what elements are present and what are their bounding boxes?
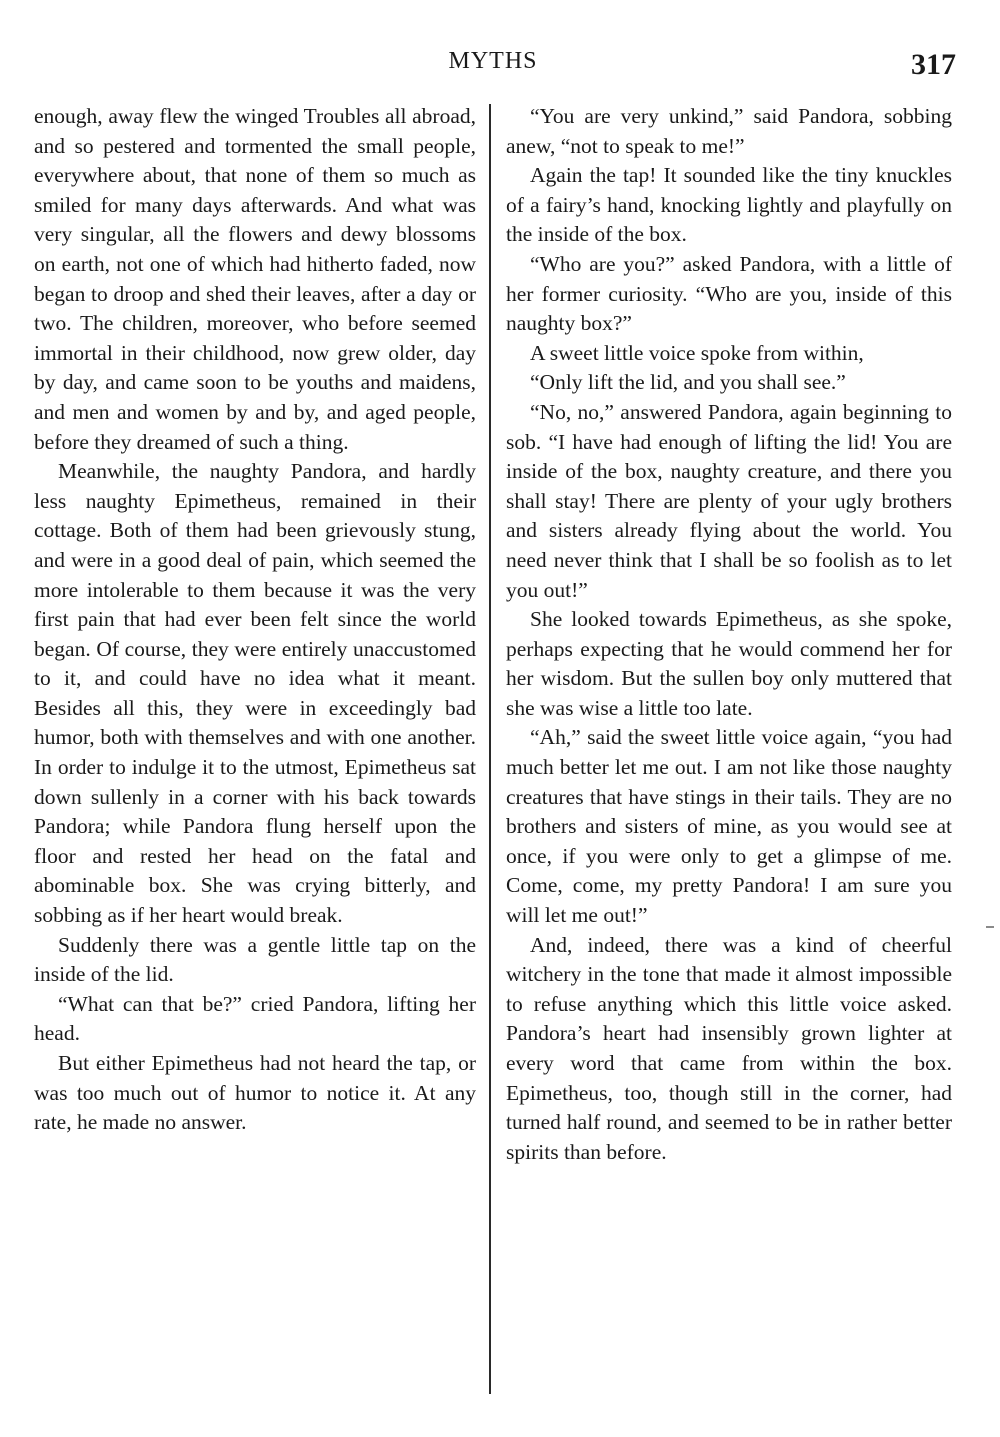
margin-mark: [986, 926, 994, 928]
page-number: 317: [911, 48, 956, 81]
paragraph: “You are very unkind,” said Pandora, sobbing anew, “not to speak to me!”: [506, 104, 952, 158]
paragraph: “Ah,” said the sweet little voice again, “you had much better let me out. I am not like those naughty creatures that have stings in their tails. They are no brothers and sisters of mine, as you would see at once, if you were only to get a glimpse of me. Come, come, my pretty Pandora! I am sure you will let me out!”: [506, 725, 952, 928]
paragraph: Suddenly there was a gentle little tap on the inside of the lid.: [34, 932, 476, 987]
left-column: [34, 102, 476, 1138]
paragraph: “Only lift the lid, and you shall see.”: [530, 370, 846, 395]
column-divider: [489, 104, 491, 1394]
paragraph: Again the tap! It sounded like the tiny knuckles of a fairy’s hand, knocking lightly and playfully on the inside of the box.: [506, 163, 952, 247]
right-column: [506, 102, 952, 1167]
paragraph: But either Epimetheus had not heard the tap, or was too much out of humor to notice it. At any rate, he made no answer.: [34, 1051, 476, 1135]
paragraph: A sweet little voice spoke from within,: [530, 340, 864, 365]
paragraph: enough, away flew the winged Troubles all abroad, and so pestered and tormented the small people, everywhere about, that none of them so much as smiled for many days afterwards. And what was very singular, all the flowers and dewy blossoms on earth, not one of which had hitherto faded, now began to droop and shed their leaves, after a day or two. The children, moreover, who before seemed immortal in their childhood, now grew older, day by day, and came soon to be youths and maidens, and men and women by and by, and aged people, before they dreamed of such a thing.: [34, 104, 476, 454]
running-head: [0, 44, 1000, 84]
paragraph: “No, no,” answered Pandora, again beginning to sob. “I have had enough of lifting the lid! You are inside of the box, naughty creature, and there you shall stay! There are plenty of your ugly brothers and sisters already flying about the world. You need never think that I shall be so foolish as to let you out!”: [506, 399, 952, 602]
paragraph: “Who are you?” asked Pandora, with a little of her former curiosity. “Who are you, inside of this naughty box?”: [506, 251, 952, 336]
paragraph: She looked towards Epimetheus, as she spoke, perhaps expecting that he would commend her for her wisdom. But the sullen boy only muttered that she was wise a little too late.: [506, 607, 952, 720]
paragraph: And, indeed, there was a kind of cheerful witchery in the tone that made it almost impossible to refuse anything which this little voice asked. Pandora’s heart had insensibly grown lighter at every word that came from within the box. Epimetheus, too, though still in the corner, had turned half round, and seemed to be in rather better spirits than before.: [506, 932, 952, 1164]
page-title: MYTHS: [448, 48, 538, 74]
paragraph: Meanwhile, the naughty Pandora, and hardly less naughty Epimetheus, remained in their cottage. Both of them had been grievously stung, and were in a good deal of pain, which seemed the more intolerable to them because it was the very first pain that had ever been felt since the world began. Of course, they were entirely unaccustomed to it, and could have no idea what it meant. Besides all this, they were in exceedingly bad humor, both with themselves and with one another. In order to indulge it to the utmost, Epimetheus sat down sullenly in a corner with his back towards Pandora; while Pandora flung herself upon the floor and rested her head on the fatal and abominable box. She was crying bitterly, and sobbing as if her heart would break.: [34, 459, 476, 928]
paragraph: “What can that be?” cried Pandora, lifting her head.: [34, 991, 476, 1046]
